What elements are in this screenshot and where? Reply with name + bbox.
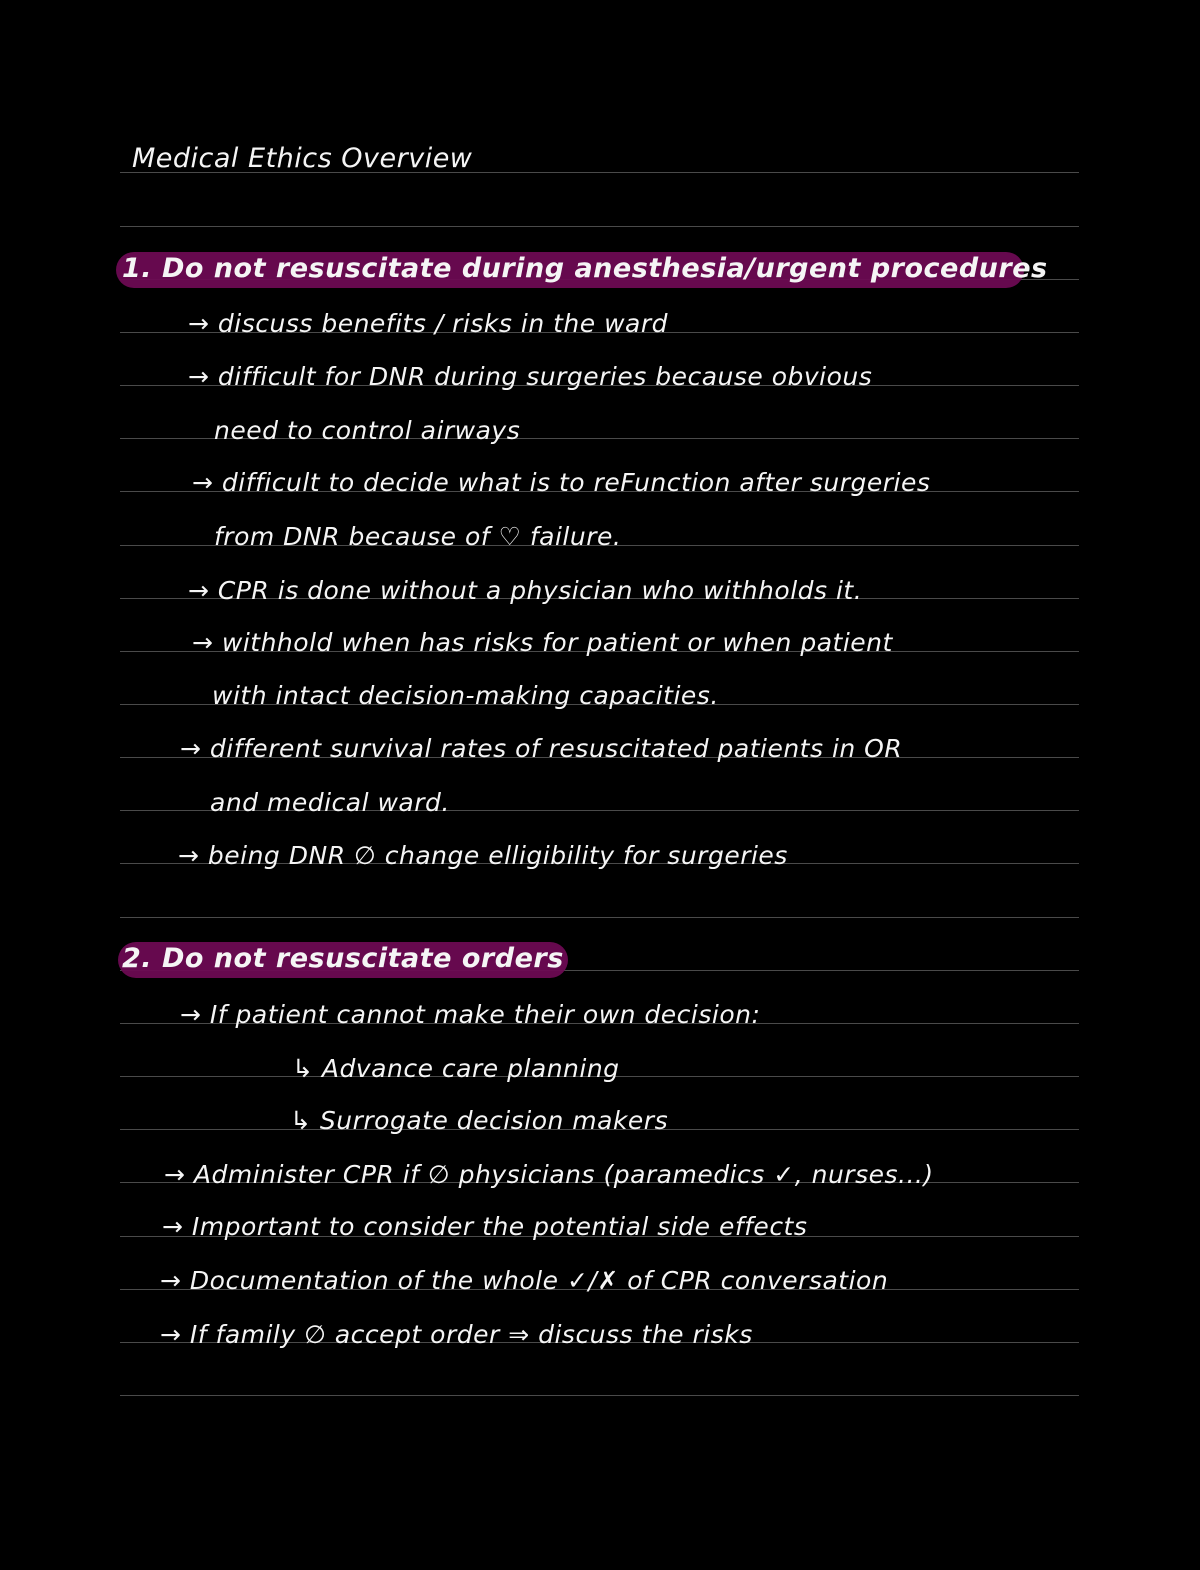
ruled-line: [120, 1395, 1079, 1396]
note-title: Medical Ethics Overview: [132, 143, 473, 174]
note-line: → Important to consider the potential side effects: [162, 1212, 808, 1241]
note-line: from DNR because of ♡ failure.: [214, 522, 622, 551]
note-line: → difficult to decide what is to reFunction after surgeries: [192, 468, 931, 497]
note-line: → If patient cannot make their own decision:: [180, 1000, 761, 1029]
section-heading: 2. Do not resuscitate orders: [122, 943, 564, 974]
note-line: → CPR is done without a physician who withholds it.: [188, 576, 863, 605]
note-line: and medical ward.: [210, 788, 450, 817]
ruled-line: [120, 917, 1079, 918]
note-line: → withhold when has risks for patient or when patient: [192, 628, 893, 657]
note-line: need to control airways: [214, 416, 521, 445]
ruled-line: [120, 226, 1079, 227]
note-line: with intact decision-making capacities.: [212, 681, 719, 710]
note-line: → Administer CPR if ∅ physicians (paramedics ✓, nurses...): [164, 1160, 934, 1189]
note-line: → being DNR ∅ change elligibility for surgeries: [178, 841, 788, 870]
note-line: → discuss benefits / risks in the ward: [188, 309, 669, 338]
note-line: → If family ∅ accept order ⇒ discuss the risks: [160, 1320, 753, 1349]
note-line: ↳ Advance care planning: [292, 1054, 620, 1083]
note-line: → difficult for DNR during surgeries because obvious: [188, 362, 873, 391]
note-line: ↳ Surrogate decision makers: [290, 1106, 669, 1135]
note-line: → Documentation of the whole ✓/✗ of CPR conversation: [160, 1266, 889, 1295]
note-line: → different survival rates of resuscitated patients in OR: [180, 734, 903, 763]
section-heading: 1. Do not resuscitate during anesthesia/urgent procedures: [122, 253, 1048, 284]
